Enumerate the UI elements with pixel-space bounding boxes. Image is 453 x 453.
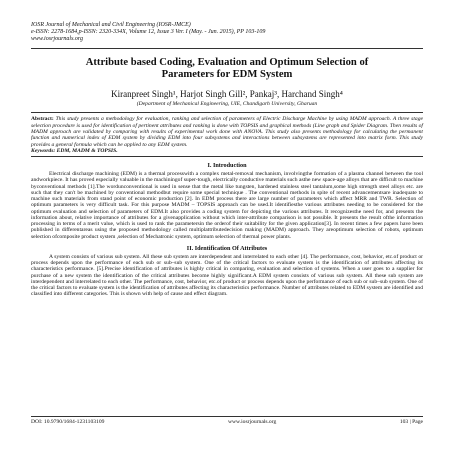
- paper-page: [31, 22, 423, 442]
- section-1-body: Electrical discharge machining (EDM) is a thermal processwith a complex metal-removal mechanism, involvingthe formation of a plasma channel between the tool andworkpiece. It has proved especially valuable in the machiningof super-tough, electrically conductive materials such asthe new space-age alloys that are difficult to machine byconventional methods [1].The wordunconventional is used in sense that the metal like tungsten, hardened stainless steel tantalum,some high strength steel alloys etc. are such that they can't be machined by conventional methodbut require some special technique . The conventional methods in spite of recent advancementsare inadequate to machine such materials from stand point of economic production [2]. In EDM process there are large number of parameters which affect MRR and TWR. Selection of optimum parameters is very difficult task. For this purpose MADM – TOPSIS approach can be used.It identifiesthe various attributes needing to be considered for the optimum evaluation and selection of parameters of EDM.It also provides a coding system for depicting the various attributes. It recognizesthe need for, and presents the information about, relative importance of attributes for a givenapplication without which inter-attribute comparison is not possible. It presents the result ofthe information processing in terms of a merit value, which is used to rank the parametersin the orderof their suitability for the given application[3]. In recent times a few papers have been published in differentareas using the proposed methodology called multiplattributedecision making (MADM) approach. They areoptimum selection of robots, optimum selection ofcomposite product system ,selection of Mechatronic system, optimum selection of thermal power plants.: [31, 171, 423, 240]
- section-2-heading: II. Identification Of Attributes: [186, 244, 268, 252]
- paper-title: [31, 57, 423, 82]
- author-affiliation: (Department of Mechanical Engineering, UIE, Chandigarh University, Gharuan: [136, 101, 318, 108]
- page-footer: [31, 416, 423, 425]
- abstract: [31, 116, 423, 147]
- section-2-body: A system consists of various sub system. All these sub system are interdependent and interrelated to each other [4]. The performance, cost, behavior, etc.of product or process depends upon the performance of each sub or sub–sub system. One of the critical factors to evaluate system is the identification of attributes affecting its characteristics performance. [5].Precise identification of attributes is highly critical in comparing, evaluation and selection of systems. When a user goes to a supplier for purchase of a new system the identification of the critical attributes become highly significant.A EDM system consists of various sub system. All these sub system are interdependent and interrelated to each other. The performance, cost, behavior, etc.of product or process depends upon the performance of each sub or sub–sub system. One of the critical factors to evaluate system is the identification of attributes affecting its characteristics performance. Number of attributes related to EDM system are identified and classified into different categories. This is shown with help of cause and effect diagram.: [31, 253, 423, 298]
- footer-page-number: 103 | Page: [399, 419, 423, 425]
- abstract-label: Abstract:: [31, 116, 54, 123]
- footer-website[interactable]: www.iosrjournals.org: [227, 419, 277, 425]
- author-list: Kiranpreet Singh¹, Harjot Singh Gill², Pankaj³, Harchand Singh⁴: [111, 89, 343, 100]
- section-1-heading: I. Introduction: [207, 162, 247, 170]
- journal-website[interactable]: www.iosrjournals.org: [31, 36, 84, 43]
- abstract-section: [31, 112, 423, 157]
- title-line-2: Parameters for EDM System: [161, 69, 293, 81]
- title-line-1: Attribute based Coding, Evaluation and Optimum Selection of: [85, 56, 369, 68]
- footer-doi: DOI: 10.9790/1684-1231103109: [31, 419, 105, 425]
- header-divider: [31, 48, 423, 49]
- journal-name: IOSR Journal of Mechanical and Civil Engineering (IOSR-JMCE): [31, 22, 191, 28]
- journal-issn: e-ISSN: 2278-1684,p-ISSN: 2320-334X, Volume 12, Issue 3 Ver. I (May. - Jun. 2015), PP 103-109: [31, 29, 266, 36]
- abstract-text: This study presents a methodology for evaluation, ranking and selection of parameters of Electric Discharge Machine by using MADM approach. A three stage selection procedure is used for identification of pertinent attributes and ranking is done with TOPSIS and graphical methods (Line graph and Spider Diagram. Then results of MADM approach are validated by comparing with results of experimental work done with ANOVA. This study also presents methodology for calculating the permanent function and numerical index of EDM system by dividing EDM into four subsystems and interactions between subsystems are represented into matrix form. This study provides a general formula which can be applied to any EDM system.: [31, 116, 423, 148]
- keywords: Keywords: EDM, MADM & TOPSIS.: [31, 147, 118, 154]
